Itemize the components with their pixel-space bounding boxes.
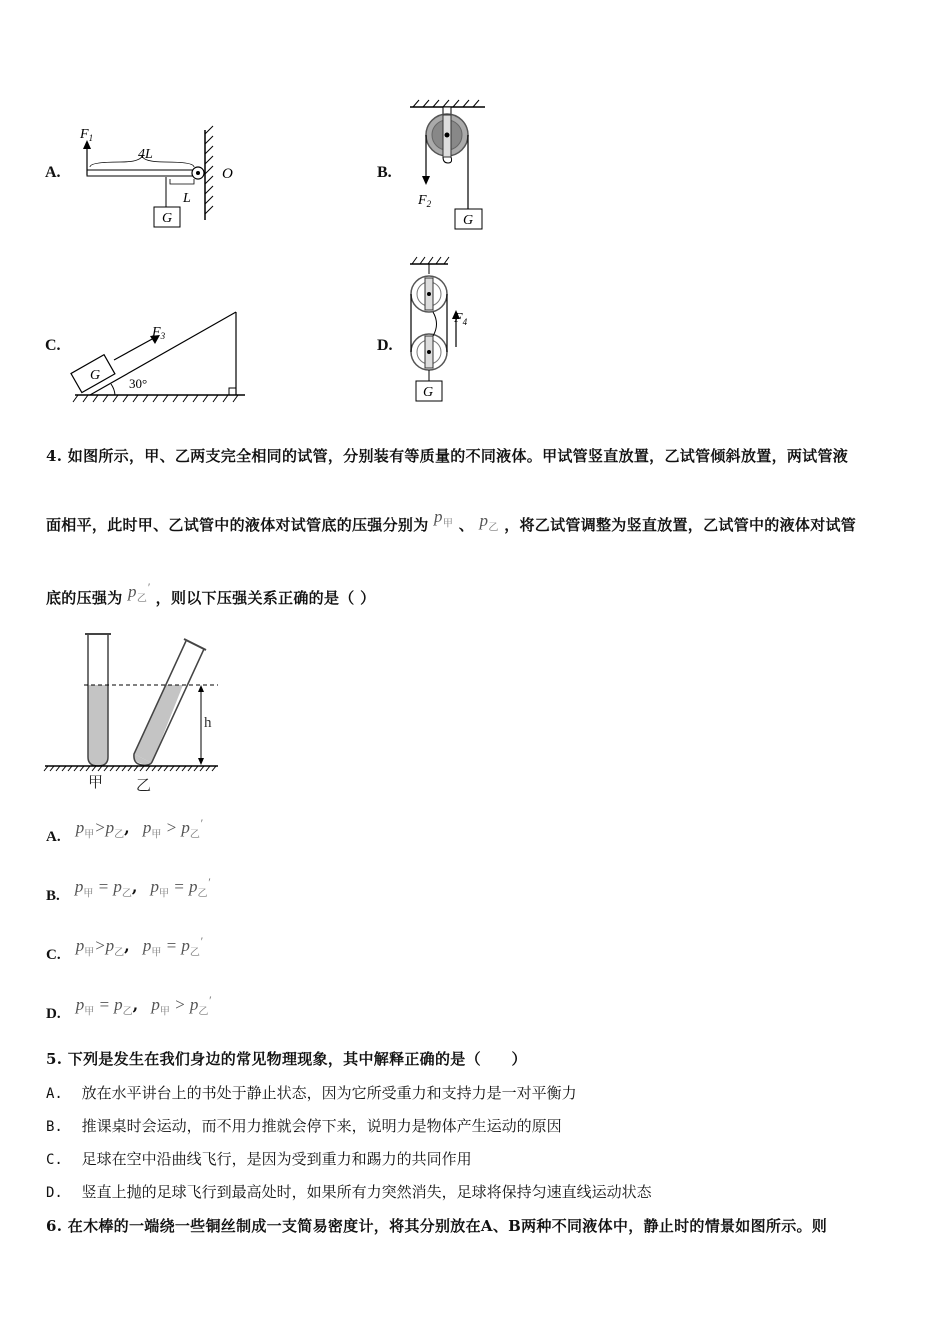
q5-option-a[interactable]: A. 放在水平讲台上的书处于静止状态，因为它所受重力和支持力是一对平衡力 <box>46 1084 577 1102</box>
f1-label: $F_1$ <box>80 127 94 143</box>
tube-jia-label: 甲 <box>88 775 104 791</box>
option-d-label: D. <box>377 337 393 354</box>
q5-stem: 5. 下列是发生在我们身边的常见物理现象，其中解释正确的是（ ） <box>46 1050 527 1068</box>
weight-g-label: G <box>423 385 434 400</box>
f4-label: $F_4$ <box>454 311 468 327</box>
q4-option-b[interactable]: B. $p_甲 = p_乙$, $p_甲 = p_乙'$ <box>46 875 211 904</box>
lever-diagram <box>70 120 250 235</box>
q4-line-3: 底的压强为 $p_乙'$ ，则以下压强关系正确的是（ ） <box>46 580 376 607</box>
pulley-block-diagram <box>398 252 488 407</box>
p-jia-symbol: $p_甲$ <box>434 507 454 530</box>
tube-yi-label: 乙 <box>136 778 152 794</box>
weight-g-label: G <box>90 368 101 383</box>
q5-option-d[interactable]: D. 竖直上抛的足球飞行到最高处时，如果所有力突然消失，足球将保持匀速直线运动状态 <box>46 1183 652 1201</box>
incline-diagram <box>70 300 250 410</box>
q4-option-c[interactable]: C. $p_甲>p_乙$, $p_甲 = p_乙'$ <box>46 934 203 963</box>
p-yi-prime-symbol: $p_乙'$ <box>128 580 151 605</box>
test-tube-diagram <box>40 628 230 798</box>
length-l-label: L <box>183 191 191 206</box>
q4-option-d[interactable]: D. $p_甲 = p_乙$, $p_甲 > p_乙'$ <box>46 993 211 1022</box>
pivot-o-label: O <box>222 166 233 182</box>
weight-g-label: G <box>162 211 173 226</box>
option-b-label: B. <box>377 164 392 181</box>
weight-g-label: G <box>463 213 474 228</box>
length-4l-label: 4L <box>138 147 153 162</box>
q5-option-b[interactable]: B. 推课桌时会运动，而不用力推就会停下来，说明力是物体产生运动的原因 <box>46 1117 562 1135</box>
f2-label: $F_2$ <box>418 193 432 209</box>
option-a-label: A. <box>45 164 61 181</box>
q4-line-2: 面相平，此时甲、乙试管中的液体对试管底的压强分别为 $p_甲$ 、 $p_乙$ ，将乙试管调整为竖直放置，乙试管中的液体对试管 <box>46 507 857 534</box>
option-c-label: C. <box>45 337 61 354</box>
f3-label: $F_3$ <box>152 325 166 341</box>
q4-option-a[interactable]: A. $p_甲>p_乙$, $p_甲 > p_乙'$ <box>46 816 203 845</box>
fixed-pulley-diagram <box>405 97 495 237</box>
q4-line-1: 4. 如图所示，甲、乙两支完全相同的试管，分别装有等质量的不同液体。甲试管竖直放置，乙试管倾斜放置，两试管液 <box>46 447 849 465</box>
angle-label: 30° <box>129 376 148 391</box>
q6-stem: 6. 在木棒的一端绕一些铜丝制成一支简易密度计，将其分别放在A、B两种不同液体中，静止时的情景如图所示。则 <box>46 1217 828 1235</box>
q5-option-c[interactable]: C. 足球在空中沿曲线飞行，是因为受到重力和踢力的共同作用 <box>46 1150 472 1168</box>
height-h-label: h <box>204 715 212 731</box>
p-yi-symbol: $p_乙$ <box>479 511 499 534</box>
